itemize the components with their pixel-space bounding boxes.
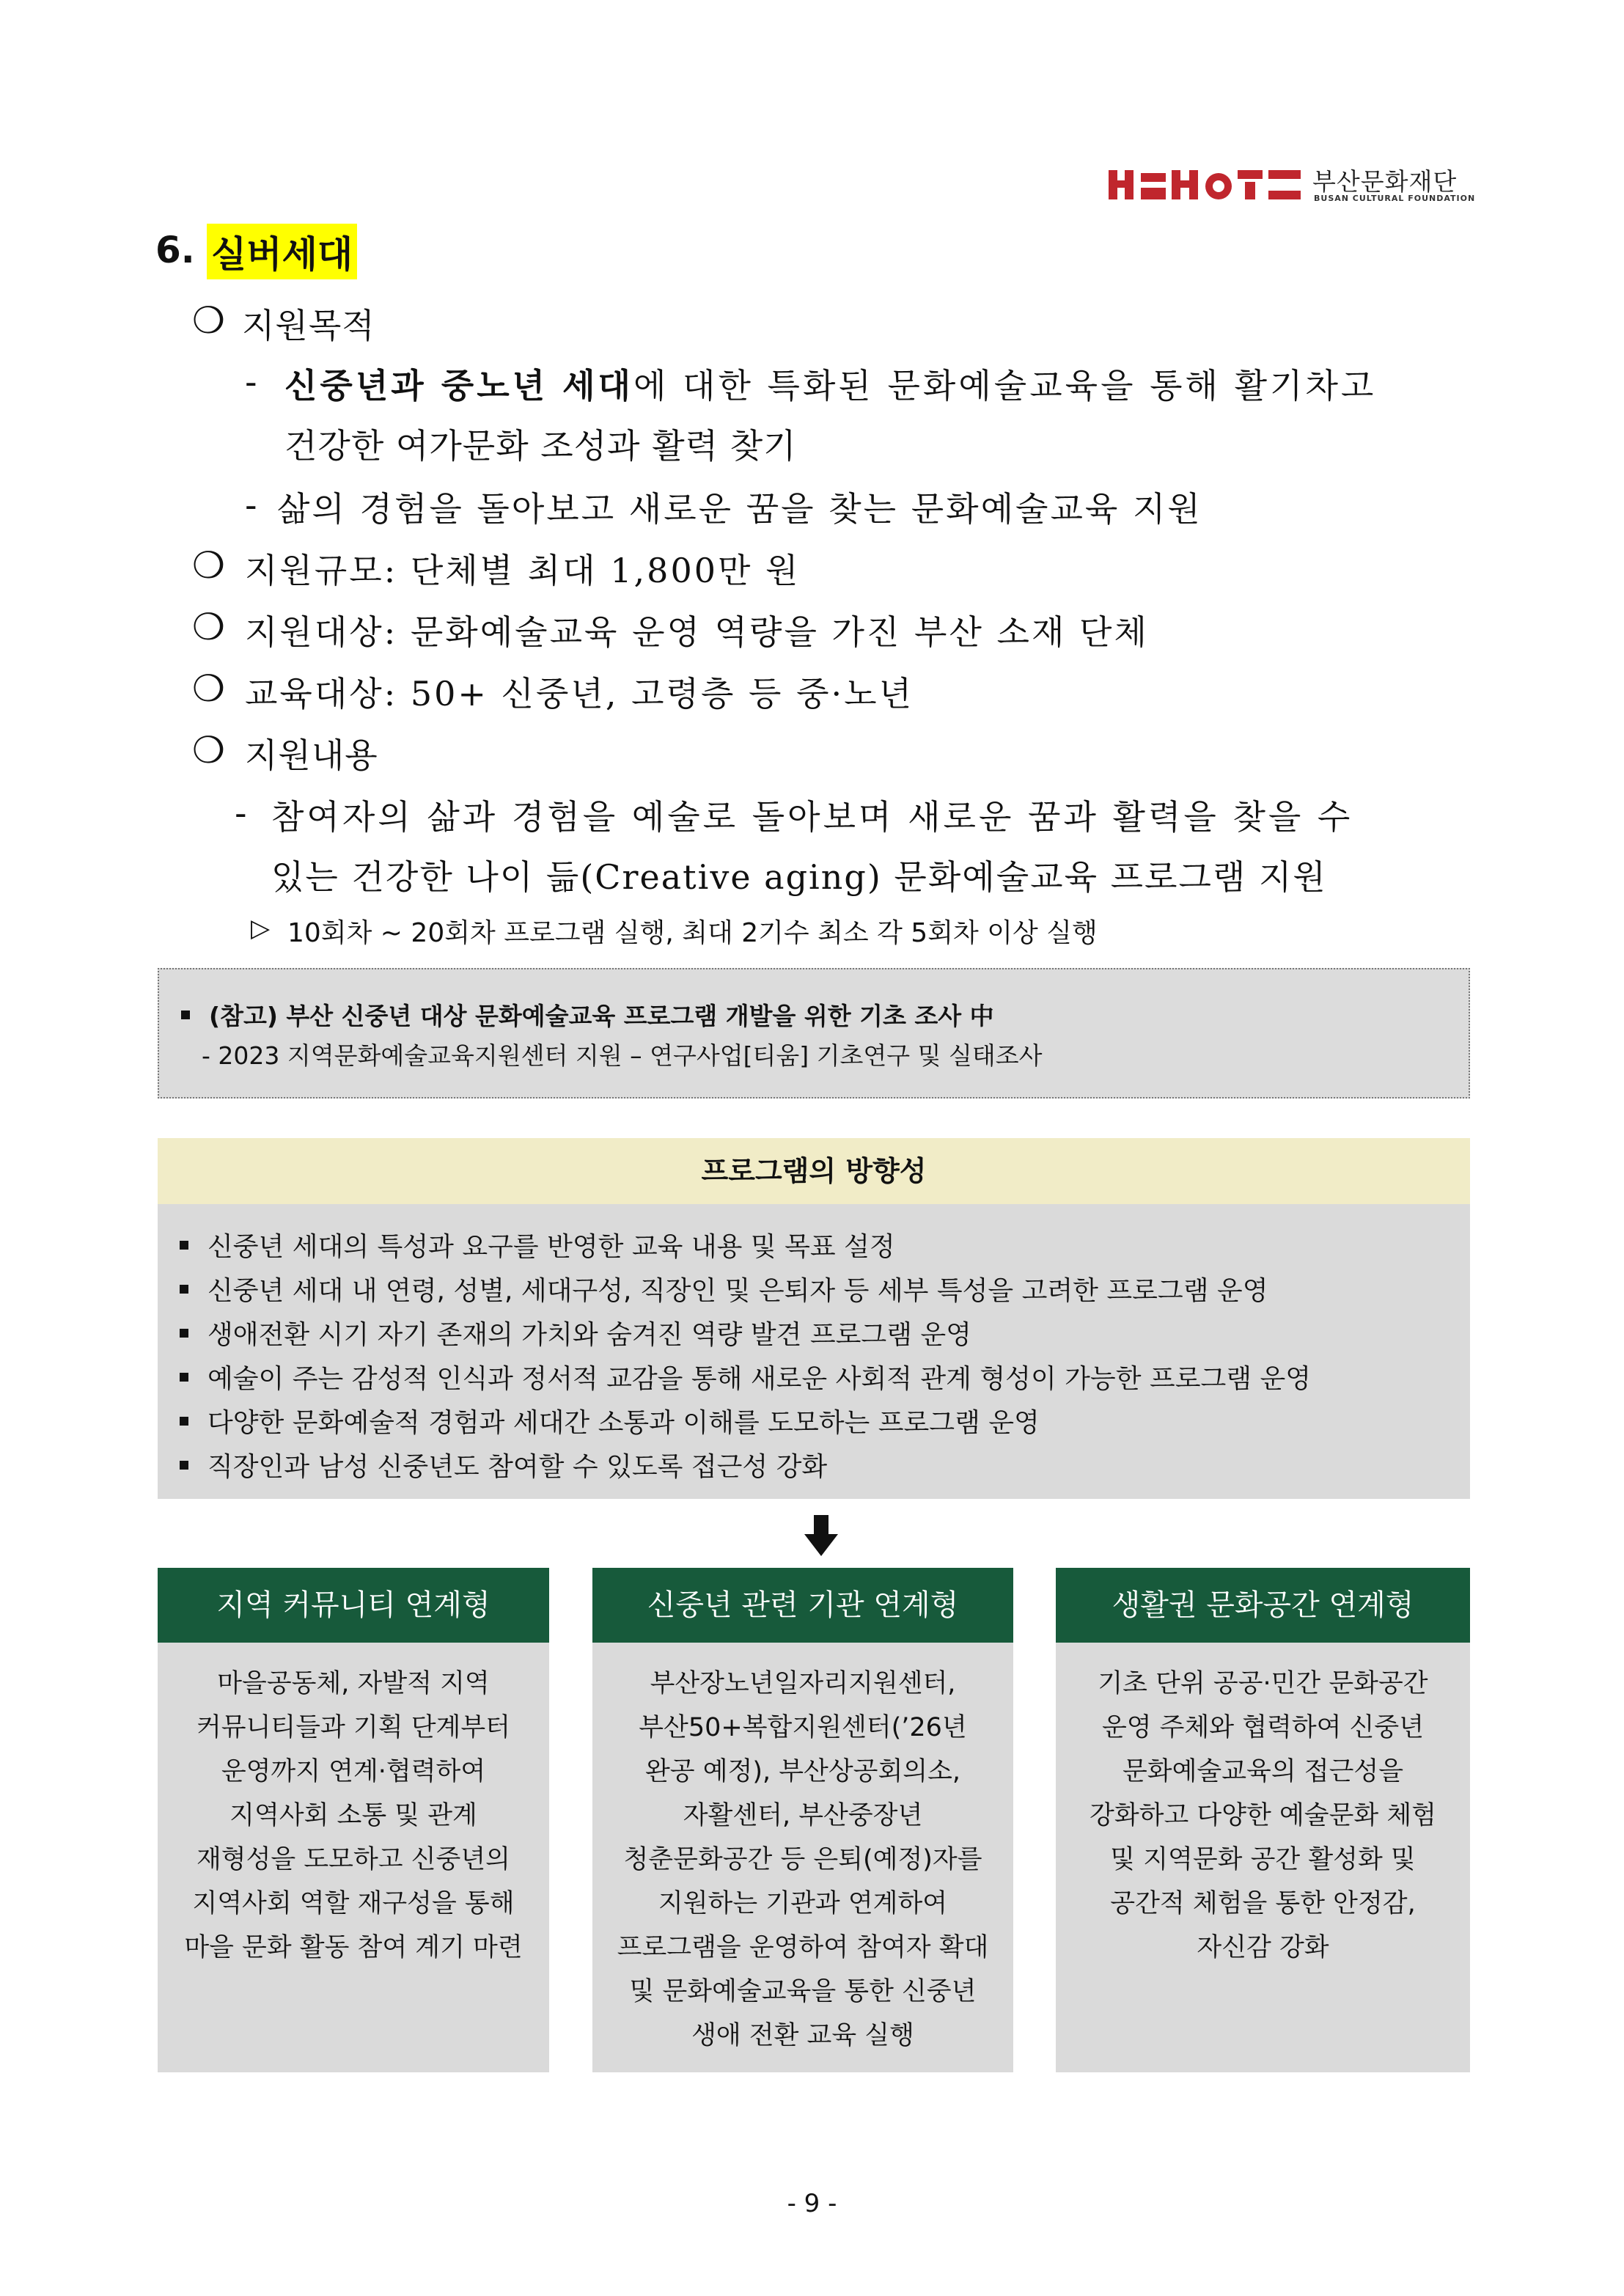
triangle-bullet-icon: ▷	[251, 914, 271, 943]
dash-bullet: -	[245, 485, 257, 525]
reference-title: (참고) 부산 신중년 대상 문화예술교육 프로그램 개발을 위한 기초 조사 中	[181, 997, 994, 1032]
content-line-1: 참여자의 삶과 경험을 예술로 돌아보며 새로운 꿈과 활력을 찾을 수	[271, 797, 1353, 837]
dash-bullet: -	[245, 362, 257, 402]
direction-item: 예술이 주는 감성적 인식과 정서적 교감을 통해 새로운 사회적 관계 형성이 가능한 프로그램 운영	[180, 1358, 1311, 1395]
square-bullet-icon	[180, 1461, 188, 1470]
purpose-item-1-line2: 건강한 여가문화 조성과 활력 찾기	[284, 426, 797, 466]
direction-list	[158, 1204, 1470, 1499]
content-heading: 지원내용	[245, 736, 378, 775]
direction-item: 신중년 세대 내 연령, 성별, 세대구성, 직장인 및 은퇴자 등 세부 특성을 고려한 프로그램 운영	[180, 1270, 1268, 1307]
column-text-institution: 부산장노년일자리지원센터, 부산50+복합지원센터(’26년 완공 예정), 부산상공회의소, 자활센터, 부산중장년 청춘문화공간 등 은퇴(예정)자를 지원하는 기관과 연계하여 프로그램을 운영하여 참여자 확대 및 문화예술교육을 통한 신중년 생애 전환 교육 실행	[617, 1669, 989, 2050]
foundation-name: 부산문화재단	[1312, 167, 1458, 196]
circle-bullet-icon: ❍	[192, 667, 225, 710]
circle-bullet-icon: ❍	[192, 606, 225, 648]
purpose-heading: 지원목적	[242, 306, 375, 345]
page-number: - 9 -	[787, 2189, 837, 2218]
reference-detail: - 2023 지역문화예술교육지원센터 지원 – 연구사업[티움] 기초연구 및 실태조사	[202, 1041, 1043, 1070]
circle-bullet-icon: ❍	[192, 544, 225, 587]
direction-item: 직장인과 남성 신중년도 참여할 수 있도록 접근성 강화	[180, 1446, 827, 1483]
column-title-community: 지역 커뮤니티 연계형	[158, 1568, 549, 1643]
foundation-logo	[1109, 163, 1476, 207]
dash-bullet: -	[235, 793, 247, 833]
purpose-item-1-bold: 신중년과 중노년 세대	[284, 366, 633, 406]
circle-bullet-icon: ❍	[192, 299, 225, 342]
busan-brand-mark-icon	[1109, 167, 1301, 202]
direction-item: 다양한 문화예술적 경험과 세대간 소통과 이해를 도모하는 프로그램 운영	[180, 1402, 1040, 1439]
column-text-community: 마을공동체, 자발적 지역 커뮤니티들과 기획 단계부터 운영까지 연계·협력하여 지역사회 소통 및 관계 재형성을 도모하고 신중년의 지역사회 역할 재구성을 통해 마을 문화 활동 참여 계기 마련	[184, 1669, 523, 1962]
content-line-2: 있는 건강한 나이 듦(Creative aging) 문화예술교육 프로그램 지원	[271, 857, 1327, 897]
column-title-institution: 신중년 관련 기관 연계형	[592, 1568, 1013, 1643]
content-note: 10회차 ~ 20회차 프로그램 실행, 최대 2기수 최소 각 5회차 이상 실행	[287, 918, 1098, 948]
column-body-community	[158, 1643, 549, 2072]
section-number: 6.	[155, 229, 195, 271]
purpose-item-1	[284, 359, 1376, 408]
square-bullet-icon	[181, 1011, 190, 1019]
section-title: 실버세대	[207, 224, 357, 279]
direction-title: 프로그램의 방향성	[158, 1138, 1470, 1204]
direction-item: 생애전환 시기 자기 존재의 가치와 숨겨진 역량 발견 프로그램 운영	[180, 1314, 971, 1351]
purpose-item-1-rest: 에 대한 특화된 문화예술교육을 통해 활기차고	[633, 366, 1377, 406]
support-scale: 지원규모: 단체별 최대 1,800만 원	[245, 551, 801, 590]
purpose-item-2: 삶의 경험을 돌아보고 새로운 꿈을 찾는 문화예술교육 지원	[277, 489, 1202, 529]
circle-bullet-icon: ❍	[192, 729, 225, 771]
square-bullet-icon	[180, 1417, 188, 1426]
square-bullet-icon	[180, 1373, 188, 1382]
column-body-cultural-space	[1056, 1643, 1470, 2072]
reference-box	[158, 968, 1470, 1099]
column-body-institution	[592, 1643, 1013, 2072]
education-target: 교육대상: 50+ 신중년, 고령층 등 중·노년	[245, 674, 914, 714]
square-bullet-icon	[180, 1241, 188, 1250]
square-bullet-icon	[180, 1285, 188, 1294]
direction-item: 신중년 세대의 특성과 요구를 반영한 교육 내용 및 목표 설정	[180, 1226, 895, 1263]
support-target: 지원대상: 문화예술교육 운영 역량을 가진 부산 소재 단체	[245, 612, 1149, 652]
arrow-down-icon	[804, 1515, 838, 1556]
foundation-name-en: BUSAN CULTURAL FOUNDATION	[1314, 194, 1476, 203]
column-title-cultural-space: 생활권 문화공간 연계형	[1056, 1568, 1470, 1643]
square-bullet-icon	[180, 1329, 188, 1338]
column-text-cultural-space: 기초 단위 공공·민간 문화공간 운영 주체와 협력하여 신중년 문화예술교육의 접근성을 강화하고 다양한 예술문화 체험 및 지역문화 공간 활성화 및 공간적 체험을 통한 안정감, 자신감 강화	[1090, 1669, 1436, 1962]
